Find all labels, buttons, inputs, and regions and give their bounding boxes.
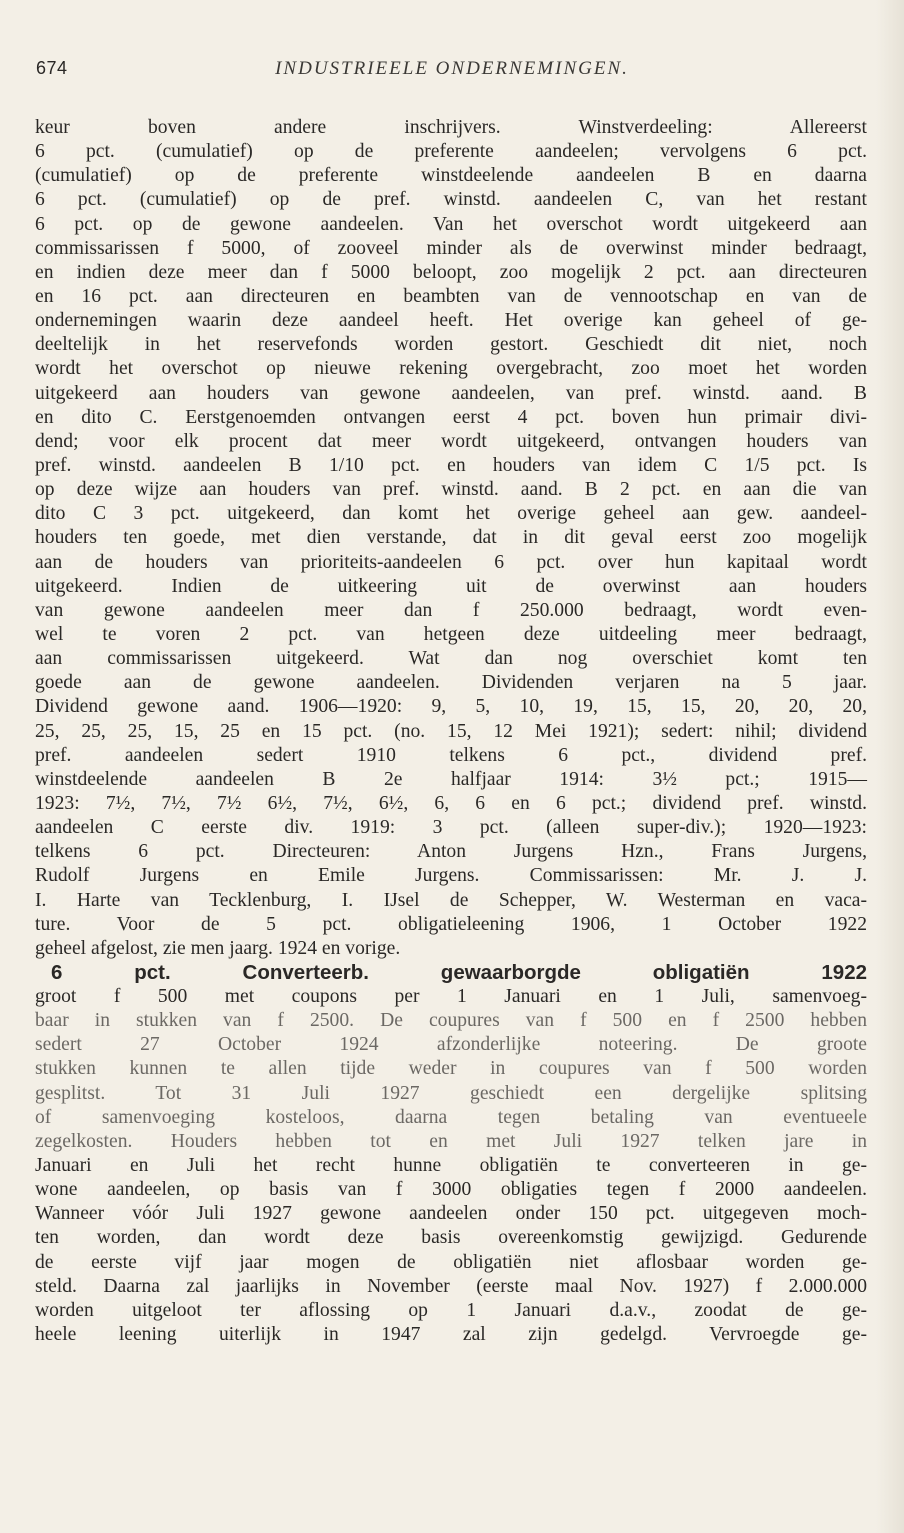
text-line: en 16 pct. aan directeuren en beambten van de vennootschap en van de bbox=[35, 285, 867, 307]
text-line: zegelkosten. Houders hebben tot en met Juli 1927 telken jare in bbox=[35, 1130, 867, 1152]
text-line: wordt het overschot op nieuwe rekening overgebracht, zoo moet het worden bbox=[35, 358, 867, 380]
text-line: 6 pct. (cumulatief) op de preferente aandeelen; vervolgens 6 pct. bbox=[35, 141, 867, 163]
text-line: de eerste vijf jaar mogen de obligatiën niet aflosbaar worden ge- bbox=[35, 1251, 867, 1273]
text-line: 6 pct. (cumulatief) op de pref. winstd. aandeelen C, van het restant bbox=[35, 189, 867, 211]
text-line: 6 pct. op de gewone aandeelen. Van het overschot wordt uitgekeerd aan bbox=[35, 213, 867, 235]
text-line: aan de houders van prioriteits-aandeelen 6 pct. over hun kapitaal wordt bbox=[35, 551, 867, 573]
page-number: 674 bbox=[36, 58, 68, 78]
text-line: heele leening uiterlijk in 1947 zal zijn gedelgd. Vervroegde ge- bbox=[35, 1324, 867, 1346]
text-line: uitgekeerd. Indien de uitkeering uit de overwinst aan houders bbox=[35, 575, 867, 597]
text-line: I. Harte van Tecklenburg, I. IJsel de Schepper, W. Westerman en vaca- bbox=[35, 889, 867, 911]
text-line: steld. Daarna zal jaarlijks in November (eerste maal Nov. 1927) f 2.000.000 bbox=[35, 1275, 867, 1297]
text-line: pref. winstd. aandeelen B 1/10 pct. en houders van idem C 1/5 pct. Is bbox=[35, 454, 867, 476]
text-line: of samenvoeging kosteloos, daarna tegen betaling van eventueele bbox=[35, 1106, 867, 1128]
page-edge-shadow bbox=[876, 0, 904, 1533]
text-line: Dividend gewone aand. 1906—1920: 9, 5, 10, 19, 15, 15, 20, 20, 20, bbox=[35, 696, 867, 718]
text-line: deeltelijk in het reservefonds worden gestort. Geschiedt dit niet, noch bbox=[35, 334, 867, 356]
text-line: en indien deze meer dan f 5000 beloopt, zoo mogelijk 2 pct. aan directeuren bbox=[35, 261, 867, 283]
body-text bbox=[35, 116, 867, 1347]
text-line: op deze wijze aan houders van pref. winstd. aand. B 2 pct. en aan die van bbox=[35, 479, 867, 501]
text-line: keur boven andere inschrijvers. Winstverdeeling: Allereerst bbox=[35, 117, 867, 138]
text-line: telkens 6 pct. Directeuren: Anton Jurgens Hzn., Frans Jurgens, bbox=[35, 841, 867, 863]
text-line: Wanneer vóór Juli 1927 gewone aandeelen onder 150 pct. uitgegeven moch- bbox=[35, 1203, 867, 1225]
text-line: aandeelen C eerste div. 1919: 3 pct. (alleen super-div.); 1920—1923: bbox=[35, 817, 867, 839]
text-line: stukken kunnen te allen tijde weder in coupures van f 500 worden bbox=[35, 1058, 867, 1080]
text-line: winstdeelende aandeelen B 2e halfjaar 1914: 3½ pct.; 1915— bbox=[35, 768, 867, 790]
text-line: ondernemingen waarin deze aandeel heeft. Het overige kan geheel of ge- bbox=[35, 310, 867, 332]
text-line: uitgekeerd aan houders van gewone aandeelen, van pref. winstd. aand. B bbox=[35, 382, 867, 404]
text-line: worden uitgeloot ter aflossing op 1 Januari d.a.v., zoodat de ge- bbox=[35, 1299, 867, 1321]
text-line: 25, 25, 25, 15, 25 en 15 pct. (no. 15, 12 Mei 1921); sedert: nihil; dividend bbox=[35, 720, 867, 742]
text-line: Rudolf Jurgens en Emile Jurgens. Commissarissen: Mr. J. J. bbox=[35, 865, 867, 887]
text-line: groot f 500 met coupons per 1 Januari en 1 Juli, samenvoeg- bbox=[35, 986, 867, 1008]
text-line: wone aandeelen, op basis van f 3000 obligaties tegen f 2000 aandeelen. bbox=[35, 1179, 867, 1201]
text-line: (cumulatief) op de preferente winstdeelende aandeelen B en daarna bbox=[35, 165, 867, 187]
text-line: dito C 3 pct. uitgekeerd, dan komt het overige geheel aan gew. aandeel- bbox=[35, 503, 867, 525]
text-line: aan commissarissen uitgekeerd. Wat dan nog overschiet komt ten bbox=[35, 648, 867, 670]
text-line: sedert 27 October 1924 afzonderlijke noteering. De groote bbox=[35, 1034, 867, 1056]
text-line: en dito C. Eerstgenoemden ontvangen eerst 4 pct. boven hun primair divi- bbox=[35, 406, 867, 428]
text-line: commissarissen f 5000, of zooveel minder als de overwinst minder bedraagt, bbox=[35, 237, 867, 259]
text-line: ture. Voor de 5 pct. obligatieleening 1906, 1 October 1922 bbox=[35, 913, 867, 935]
text-line: goede aan de gewone aandeelen. Dividenden verjaren na 5 jaar. bbox=[35, 672, 867, 694]
text-line: baar in stukken van f 2500. De coupures van f 500 en f 2500 hebben bbox=[35, 1010, 867, 1032]
text-line: gesplitst. Tot 31 Juli 1927 geschiedt een dergelijke splitsing bbox=[35, 1082, 867, 1104]
text-line: ten worden, dan wordt deze basis overeenkomstig gewijzigd. Gedurende bbox=[35, 1227, 867, 1249]
running-title: INDUSTRIEELE ONDERNEMINGEN. bbox=[275, 58, 629, 79]
text-line: wel te voren 2 pct. van hetgeen deze uitdeeling meer bedraagt, bbox=[35, 623, 867, 645]
text-line: dend; voor elk procent dat meer wordt uitgekeerd, ontvangen houders van bbox=[35, 430, 867, 452]
text-line: geheel afgelost, zie men jaarg. 1924 en vorige. bbox=[35, 937, 401, 959]
page-header bbox=[36, 58, 868, 88]
text-line: 1923: 7½, 7½, 7½ 6½, 7½, 6½, 6, 6 en 6 pct.; dividend pref. winstd. bbox=[35, 792, 867, 814]
text-line: houders ten goede, met dien verstande, dat in dit geval eerst zoo mogelijk bbox=[35, 527, 867, 549]
section-heading: 6 pct. Converteerb. gewaarborgde obligatiën 1922 bbox=[51, 960, 867, 984]
text-line: Januari en Juli het recht hunne obligatiën te converteeren in ge- bbox=[35, 1155, 867, 1177]
text-line: van gewone aandeelen meer dan f 250.000 bedraagt, wordt even- bbox=[35, 599, 867, 621]
text-line: pref. aandeelen sedert 1910 telkens 6 pct., dividend pref. bbox=[35, 744, 867, 766]
